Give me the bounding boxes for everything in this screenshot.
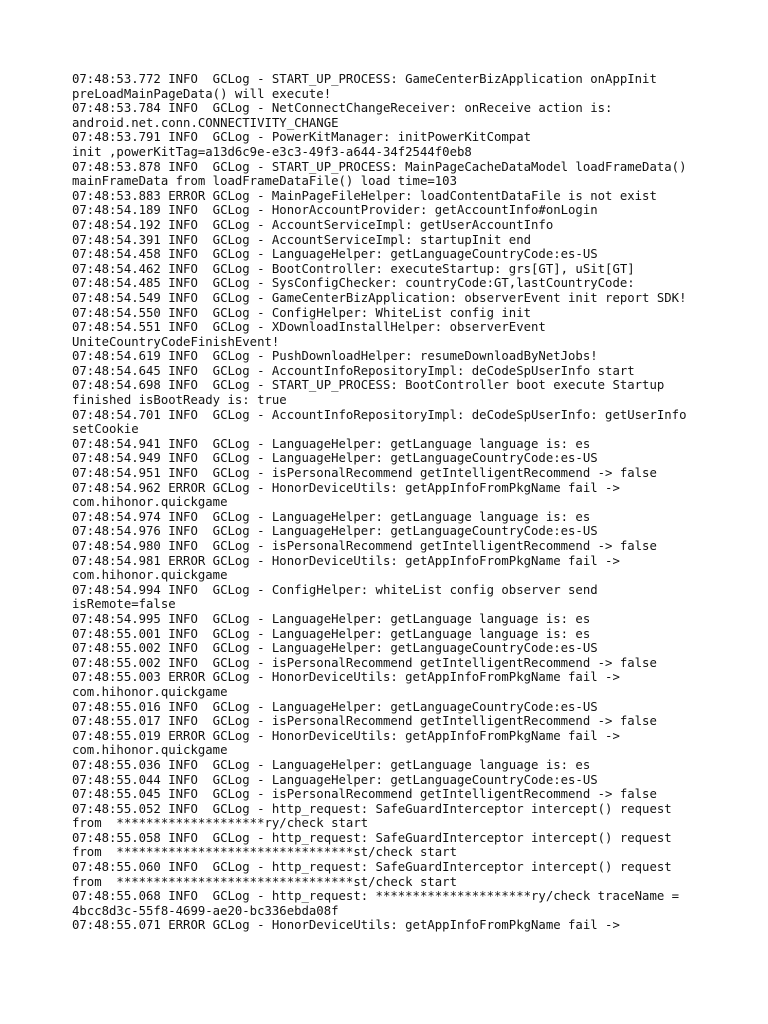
log-line: 07:48:54.974 INFO GCLog - LanguageHelper: getLanguage language is: es bbox=[72, 509, 591, 524]
log-line: 07:48:54.701 INFO GCLog - AccountInfoRepositoryImpl: deCodeSpUserInfo: getUserInfo bbox=[72, 407, 687, 422]
log-line: 07:48:54.485 INFO GCLog - SysConfigChecker: countryCode:GT,lastCountryCode: bbox=[72, 276, 635, 291]
log-line: 07:48:55.052 INFO GCLog - http_request: SafeGuardInterceptor intercept() request bbox=[72, 801, 672, 816]
log-line: 07:48:55.036 INFO GCLog - LanguageHelper: getLanguage language is: es bbox=[72, 757, 591, 772]
log-line: 07:48:53.878 INFO GCLog - START_UP_PROCESS: MainPageCacheDataModel loadFrameData() bbox=[72, 159, 687, 174]
log-line: 07:48:54.458 INFO GCLog - LanguageHelper: getLanguageCountryCode:es-US bbox=[72, 247, 598, 262]
log-line: 07:48:54.189 INFO GCLog - HonorAccountProvider: getAccountInfo#onLogin bbox=[72, 203, 598, 218]
log-line: 07:48:54.995 INFO GCLog - LanguageHelper: getLanguage language is: es bbox=[72, 611, 591, 626]
log-line: 07:48:54.976 INFO GCLog - LanguageHelper: getLanguageCountryCode:es-US bbox=[72, 524, 598, 539]
log-line: 07:48:54.698 INFO GCLog - START_UP_PROCESS: BootController boot execute Startup bbox=[72, 378, 665, 393]
log-line: 07:48:55.019 ERROR GCLog - HonorDeviceUtils: getAppInfoFromPkgName fail -> bbox=[72, 728, 620, 743]
log-line: 07:48:55.003 ERROR GCLog - HonorDeviceUtils: getAppInfoFromPkgName fail -> bbox=[72, 670, 620, 685]
log-line: android.net.conn.CONNECTIVITY_CHANGE bbox=[72, 115, 339, 130]
log-line: 07:48:54.551 INFO GCLog - XDownloadInstallHelper: observerEvent bbox=[72, 320, 546, 335]
log-line: 07:48:54.550 INFO GCLog - ConfigHelper: WhiteList config init bbox=[72, 305, 532, 320]
log-line: 07:48:55.071 ERROR GCLog - HonorDeviceUtils: getAppInfoFromPkgName fail -> bbox=[72, 918, 620, 933]
log-line: com.hihonor.quickgame bbox=[72, 743, 228, 758]
log-line: 07:48:55.045 INFO GCLog - isPersonalRecommend getIntelligentRecommend -> false bbox=[72, 787, 657, 802]
log-line: 07:48:54.192 INFO GCLog - AccountServiceImpl: getUserAccountInfo bbox=[72, 217, 554, 232]
log-line: 07:48:54.549 INFO GCLog - GameCenterBizApplication: observerEvent init report SDK! bbox=[72, 290, 687, 305]
log-line: mainFrameData from loadFrameDataFile() load time=103 bbox=[72, 174, 457, 189]
log-line: 07:48:55.002 INFO GCLog - LanguageHelper: getLanguageCountryCode:es-US bbox=[72, 641, 598, 656]
log-line: com.hihonor.quickgame bbox=[72, 495, 228, 510]
log-line: 07:48:54.949 INFO GCLog - LanguageHelper: getLanguageCountryCode:es-US bbox=[72, 451, 598, 466]
log-line: 07:48:54.645 INFO GCLog - AccountInfoRepositoryImpl: deCodeSpUserInfo start bbox=[72, 363, 635, 378]
log-line: from ********************ry/check start bbox=[72, 816, 369, 831]
log-line: 07:48:54.962 ERROR GCLog - HonorDeviceUtils: getAppInfoFromPkgName fail -> bbox=[72, 480, 620, 495]
log-line: 07:48:53.791 INFO GCLog - PowerKitManager: initPowerKitCompat bbox=[72, 130, 532, 145]
log-line: 07:48:54.994 INFO GCLog - ConfigHelper: whiteList config observer send bbox=[72, 582, 598, 597]
log-line: 07:48:55.058 INFO GCLog - http_request: SafeGuardInterceptor intercept() request bbox=[72, 830, 672, 845]
log-line: 07:48:55.001 INFO GCLog - LanguageHelper: getLanguage language is: es bbox=[72, 626, 591, 641]
log-line: 07:48:55.044 INFO GCLog - LanguageHelper: getLanguageCountryCode:es-US bbox=[72, 772, 598, 787]
log-line: UniteCountryCodeFinishEvent! bbox=[72, 334, 280, 349]
log-line: 07:48:55.060 INFO GCLog - http_request: SafeGuardInterceptor intercept() request bbox=[72, 860, 672, 875]
log-line: 07:48:54.951 INFO GCLog - isPersonalRecommend getIntelligentRecommend -> false bbox=[72, 466, 657, 481]
log-line: 07:48:55.017 INFO GCLog - isPersonalRecommend getIntelligentRecommend -> false bbox=[72, 714, 657, 729]
log-line: 07:48:55.002 INFO GCLog - isPersonalRecommend getIntelligentRecommend -> false bbox=[72, 655, 657, 670]
log-line: preLoadMainPageData() will execute! bbox=[72, 86, 332, 101]
log-line: init ,powerKitTag=a13d6c9e-e3c3-49f3-a644-34f2544f0eb8 bbox=[72, 144, 472, 159]
log-line: 07:48:54.981 ERROR GCLog - HonorDeviceUtils: getAppInfoFromPkgName fail -> bbox=[72, 553, 620, 568]
log-line: 07:48:54.462 INFO GCLog - BootController: executeStartup: grs[GT], uSit[GT] bbox=[72, 261, 635, 276]
log-line: from ********************************st/check start bbox=[72, 874, 457, 889]
log-line: setCookie bbox=[72, 422, 139, 437]
log-line: 07:48:54.619 INFO GCLog - PushDownloadHelper: resumeDownloadByNetJobs! bbox=[72, 349, 598, 364]
log-line: 07:48:55.068 INFO GCLog - http_request: *********************ry/check traceName = bbox=[72, 889, 680, 904]
log-line: 4bcc8d3c-55f8-4699-ae20-bc336ebda08f bbox=[72, 903, 339, 918]
log-line: 07:48:53.883 ERROR GCLog - MainPageFileHelper: loadContentDataFile is not exist bbox=[72, 188, 657, 203]
log-line: com.hihonor.quickgame bbox=[72, 568, 228, 583]
log-text bbox=[72, 72, 712, 933]
log-line: from ********************************st/check start bbox=[72, 845, 457, 860]
log-line: finished isBootReady is: true bbox=[72, 393, 287, 408]
log-line: isRemote=false bbox=[72, 597, 176, 612]
log-line: 07:48:54.941 INFO GCLog - LanguageHelper: getLanguage language is: es bbox=[72, 436, 591, 451]
log-line: 07:48:53.784 INFO GCLog - NetConnectChangeReceiver: onReceive action is: bbox=[72, 101, 613, 116]
log-line: 07:48:54.980 INFO GCLog - isPersonalRecommend getIntelligentRecommend -> false bbox=[72, 539, 657, 553]
log-line: 07:48:55.016 INFO GCLog - LanguageHelper: getLanguageCountryCode:es-US bbox=[72, 699, 598, 714]
log-line: com.hihonor.quickgame bbox=[72, 684, 228, 699]
log-line: 07:48:54.391 INFO GCLog - AccountServiceImpl: startupInit end bbox=[72, 232, 532, 247]
log-line: 07:48:53.772 INFO GCLog - START_UP_PROCESS: GameCenterBizApplication onAppInit bbox=[72, 72, 657, 86]
